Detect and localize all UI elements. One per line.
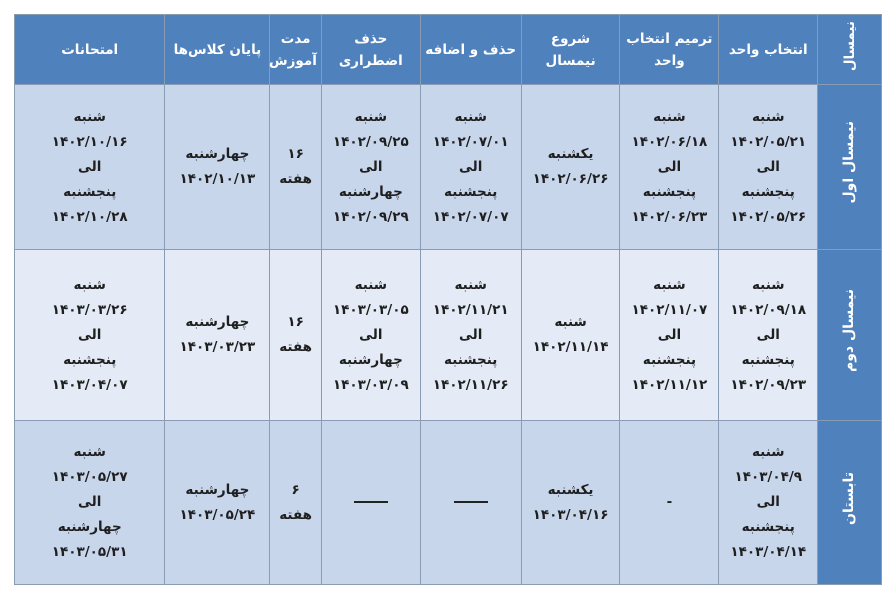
calendar-table-wrapper: [14, 14, 882, 584]
cell-add-drop: [420, 250, 521, 421]
header-exams: امتحانات: [15, 15, 165, 85]
row-header-semester-name: [818, 421, 882, 585]
cell-line: یکشنبه: [547, 481, 594, 498]
empty-dash: [454, 501, 488, 503]
row-header-semester-name: [818, 250, 882, 421]
cell-line: شنبه: [73, 444, 106, 460]
cell-line: الی: [78, 494, 102, 510]
cell-line: ۱۴۰۲/۱۱/۲۱: [432, 301, 509, 318]
cell-line: شنبه: [752, 108, 785, 125]
cell-line: ۱۴۰۳/۰۳/۲۶: [51, 301, 128, 318]
cell-line: چهارشنبه: [185, 481, 250, 498]
cell-line: شنبه: [554, 314, 587, 330]
header-classes-end: پایان کلاس‌ها: [165, 15, 270, 85]
cell-line: یکشنبه: [547, 146, 594, 162]
cell-emergency: [321, 421, 420, 585]
cell-line: هفته: [279, 339, 313, 355]
cell-line: ۱۴۰۲/۱۱/۲۶: [432, 376, 509, 393]
cell-duration: [270, 85, 321, 250]
cell-line: شنبه: [752, 276, 785, 293]
cell-adjust: [620, 421, 719, 585]
header-emergency-drop: حذف اضطراری: [321, 15, 420, 85]
header-add-drop-adjust: ترمیم انتخاب واحد: [620, 15, 719, 85]
header-semester-start: شروع نیمسال: [521, 15, 620, 85]
cell-registration: [719, 85, 818, 250]
cell-line: شنبه: [454, 108, 487, 125]
header-duration: مدت آموزش: [270, 15, 321, 85]
cell-exams: [15, 421, 165, 585]
cell-line: پنجشنبه: [63, 351, 117, 368]
cell-line: الی: [359, 326, 383, 343]
cell-line: ۱۴۰۳/۰۴/۱۶: [532, 506, 609, 523]
cell-line: الی: [359, 158, 383, 175]
cell-adjust: [620, 85, 719, 250]
cell-line: ۱۴۰۲/۰۷/۰۷: [432, 208, 509, 225]
cell-line: الی: [78, 158, 102, 175]
cell-line: ۱۴۰۳/۰۴/۱۴: [730, 544, 807, 560]
cell-line: پنجشنبه: [741, 519, 795, 535]
cell-line: الی: [657, 326, 682, 343]
cell-line: پنجشنبه: [741, 183, 795, 200]
cell-line: شنبه: [73, 108, 106, 125]
table-row: [15, 421, 882, 585]
cell-line: ۱۴۰۲/۱۰/۱۶: [51, 133, 128, 150]
cell-line: پنجشنبه: [63, 183, 117, 200]
cell-line: شنبه: [354, 108, 388, 125]
cell-line: ۱۴۰۳/۰۴/۹: [734, 469, 803, 485]
cell-line: الی: [459, 158, 483, 175]
cell-registration: [719, 421, 818, 585]
cell-line: ۱۴۰۲/۱۰/۱۳: [179, 171, 256, 187]
header-add-drop: حذف و اضافه: [420, 15, 521, 85]
header-row: [15, 15, 882, 85]
cell-line: ۱۴۰۲/۱۱/۱۴: [532, 339, 609, 355]
cell-duration: [270, 421, 321, 585]
cell-start: [521, 250, 620, 421]
cell-line: ۱۴۰۲/۱۱/۱۲: [631, 376, 708, 393]
cell-line: ۱۴۰۳/۰۵/۲۷: [51, 469, 128, 485]
cell-line: ۱۶: [287, 146, 304, 162]
cell-line: ۱۴۰۲/۰۹/۲۹: [332, 208, 409, 225]
cell-line: پنجشنبه: [444, 183, 498, 200]
cell-line: شنبه: [653, 108, 686, 125]
table-row: [15, 250, 882, 421]
cell-line: شنبه: [73, 276, 106, 293]
cell-line: پنجشنبه: [642, 351, 697, 368]
cell-line: چهارشنبه: [185, 146, 250, 162]
cell-line: چهارشنبه: [338, 351, 403, 368]
cell-line: ۱۴۰۲/۰۹/۲۵: [332, 133, 409, 150]
cell-line: پنجشنبه: [444, 351, 498, 368]
cell-line: ۱۴۰۳/۰۴/۰۷: [51, 376, 128, 393]
table-row: [15, 85, 882, 250]
cell-line: ۱۴۰۳/۰۳/۰۹: [332, 376, 409, 393]
cell-line: ۱۴۰۳/۰۵/۲۴: [179, 506, 256, 523]
cell-line: ۱۴۰۳/۰۳/۰۵: [332, 301, 409, 318]
cell-start: [521, 421, 620, 585]
cell-line: ۱۴۰۲/۰۷/۰۱: [432, 133, 509, 150]
empty-dash: [354, 501, 388, 503]
cell-line: چهارشنبه: [57, 519, 122, 535]
academic-calendar-table: [14, 14, 882, 585]
cell-line: ۱۴۰۲/۰۶/۲۶: [532, 171, 609, 187]
row-header-label: نیمسال دوم: [841, 288, 858, 373]
cell-line: چهارشنبه: [338, 183, 403, 200]
cell-line: شنبه: [454, 276, 487, 293]
cell-line: شنبه: [354, 276, 388, 293]
cell-line: -: [666, 494, 673, 510]
cell-line: ۱۴۰۳/۰۵/۳۱: [51, 544, 128, 560]
cell-classes-end: [165, 250, 270, 421]
cell-adjust: [620, 250, 719, 421]
cell-line: شنبه: [653, 276, 686, 293]
cell-add-drop: [420, 85, 521, 250]
row-header-label: تابستان: [841, 471, 858, 525]
cell-start: [521, 85, 620, 250]
cell-add-drop: [420, 421, 521, 585]
cell-line: پنجشنبه: [642, 183, 697, 200]
cell-line: الی: [756, 158, 780, 175]
cell-line: الی: [756, 494, 780, 510]
cell-line: هفته: [279, 171, 313, 187]
cell-line: ۱۴۰۲/۱۱/۰۷: [631, 301, 708, 318]
cell-line: شنبه: [752, 444, 785, 460]
cell-exams: [15, 250, 165, 421]
cell-line: پنجشنبه: [741, 351, 795, 368]
cell-line: ۱۴۰۳/۰۳/۲۳: [179, 339, 256, 355]
cell-line: ۱۴۰۲/۰۶/۲۳: [631, 208, 708, 225]
row-header-semester-name: [818, 85, 882, 250]
cell-emergency: [321, 85, 420, 250]
header-registration: انتخاب واحد: [719, 15, 818, 85]
cell-line: الی: [459, 326, 483, 343]
cell-line: الی: [78, 326, 102, 343]
cell-line: ۱۴۰۲/۱۰/۲۸: [51, 208, 128, 225]
cell-registration: [719, 250, 818, 421]
cell-line: الی: [756, 326, 780, 343]
header-semester: نیمسال: [818, 15, 882, 85]
row-header-label: نیمسال اول: [841, 121, 858, 204]
cell-emergency: [321, 250, 420, 421]
cell-line: ۱۴۰۲/۰۵/۲۱: [730, 133, 807, 150]
cell-line: ۱۴۰۲/۰۵/۲۶: [730, 208, 807, 225]
cell-line: ۱۴۰۲/۰۹/۲۳: [730, 376, 807, 393]
cell-classes-end: [165, 85, 270, 250]
cell-line: ۱۴۰۲/۰۶/۱۸: [631, 133, 708, 150]
cell-line: ۱۴۰۲/۰۹/۱۸: [730, 301, 807, 318]
cell-line: الی: [657, 158, 682, 175]
cell-line: ۶ هفته: [279, 481, 313, 523]
cell-classes-end: [165, 421, 270, 585]
cell-line: ۱۶: [287, 314, 304, 330]
cell-exams: [15, 85, 165, 250]
cell-duration: [270, 250, 321, 421]
cell-line: چهارشنبه: [185, 314, 250, 330]
